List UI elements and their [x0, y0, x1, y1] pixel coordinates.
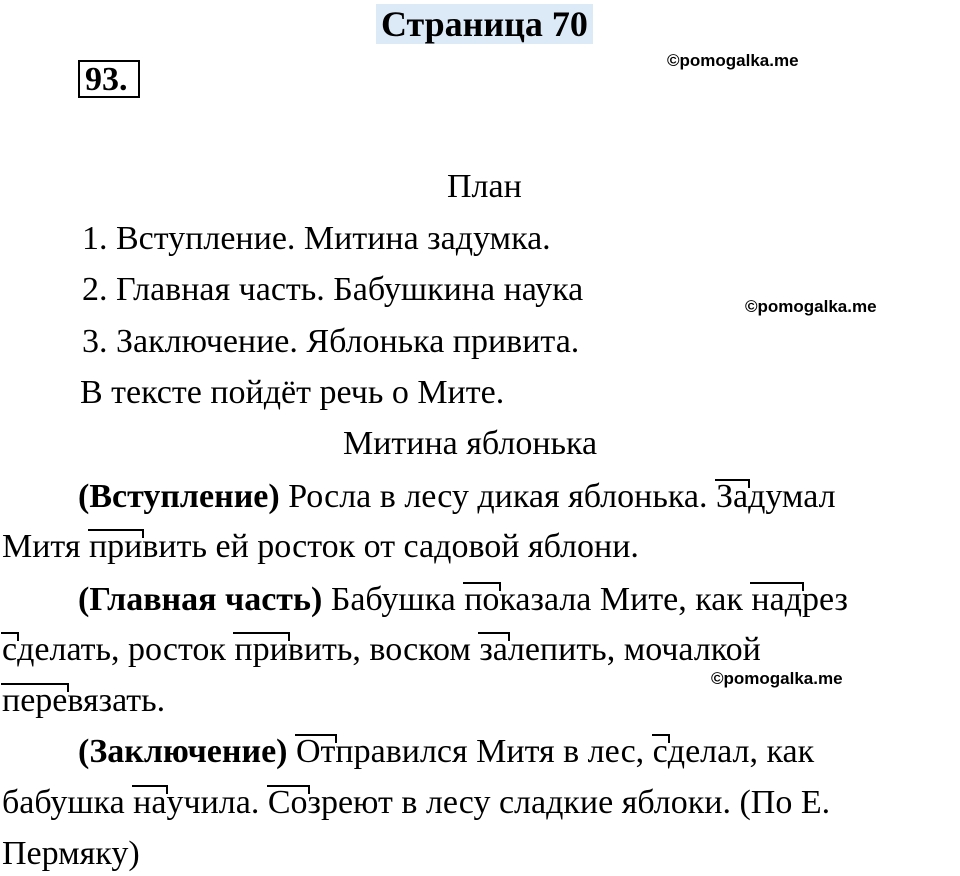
plan-note: В тексте пойдёт речь о Мите. [80, 374, 505, 411]
plan-item: 1. Вступление. Митина задумка. [82, 220, 551, 257]
prefix-mark: при [88, 528, 143, 565]
section-label: (Вступление) [78, 478, 280, 515]
prefix-mark: над [751, 581, 802, 618]
watermark: ©pomogalka.me [711, 669, 843, 688]
prefix-mark: с [652, 733, 668, 770]
intro-line-2: Митя привить ей росток от садовой яблони. [2, 528, 639, 565]
conclusion-line-1: (Заключение) Отправился Митя в лес, сделал, как [78, 733, 815, 770]
prefix-mark: с [2, 631, 18, 668]
plan-item: 2. Главная часть. Бабушкина наука [82, 271, 584, 308]
prefix-mark: За [715, 478, 749, 515]
prefix-mark: по [464, 581, 500, 618]
conclusion-line-2: бабушка научила. Созреют в лесу сладкие яблоки. (По Е. [2, 784, 831, 821]
watermark: ©pomogalka.me [667, 51, 799, 70]
prefix-mark: при [234, 631, 288, 668]
plan-item: 3. Заключение. Яблонька привита. [82, 323, 580, 360]
prefix-mark: Со [267, 784, 308, 821]
main-line-3: перевязать. [2, 682, 166, 719]
plan-title: План [447, 168, 522, 205]
prefix-mark: От [295, 733, 336, 770]
task-number: 93. [78, 60, 140, 98]
section-label: (Главная часть) [78, 581, 323, 618]
prefix-mark: пере [2, 682, 68, 719]
main-line-2: сделать, росток привить, воском залепить, мочалкой [2, 631, 761, 668]
watermark: ©pomogalka.me [745, 297, 877, 316]
section-label: (Заключение) [78, 733, 288, 770]
main-line-1: (Главная часть) Бабушка показала Мите, как надрез [78, 581, 848, 618]
intro-line-1: (Вступление) Росла в лесу дикая яблонька. Задумал [78, 478, 836, 515]
story-title: Митина яблонька [343, 425, 598, 462]
conclusion-line-3: Пермяку) [2, 835, 140, 872]
prefix-mark: за [479, 631, 508, 668]
prefix-mark: на [133, 784, 167, 821]
page-title: Страница 70 [376, 4, 593, 44]
